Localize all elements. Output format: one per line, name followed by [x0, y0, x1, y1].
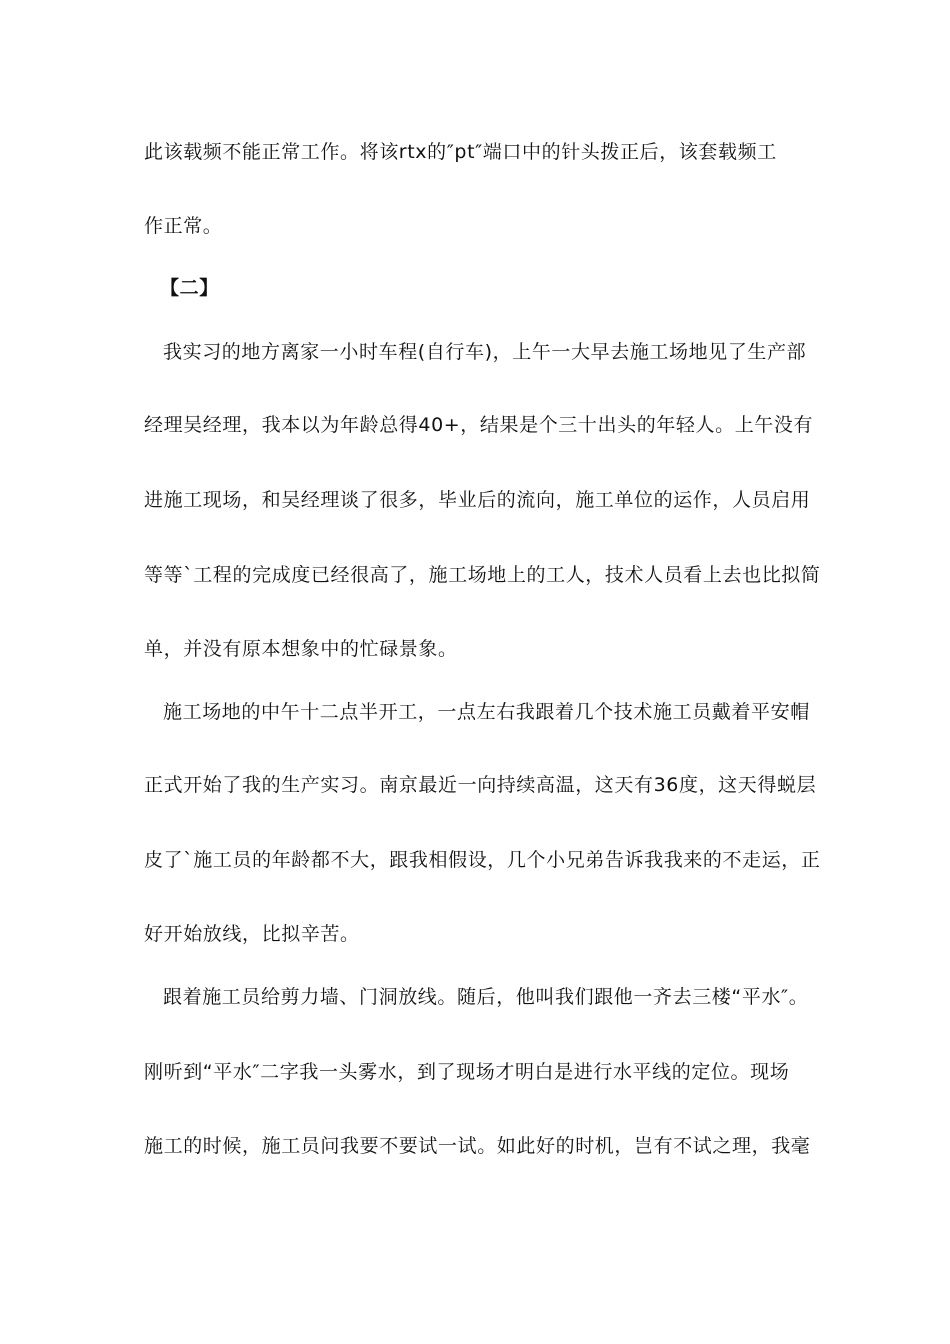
- text-line: 经理吴经理，我本以为年龄总得40+，结果是个三十出头的年轻人。上午没有: [144, 414, 814, 436]
- paragraph-first-line: 跟着施工员给剪力墙、门洞放线。随后，他叫我们跟他一齐去三楼“平水″。: [163, 986, 809, 1008]
- text-line: 此该载频不能正常工作。将该rtx的″pt″端口中的针头拨正后，该套载频工: [144, 141, 777, 163]
- text-line: 单，并没有原本想象中的忙碌景象。: [144, 638, 458, 660]
- text-line: 刚听到“平水″二字我一头雾水，到了现场才明白是进行水平线的定位。现场: [144, 1061, 790, 1083]
- text-line: 进施工现场，和吴经理谈了很多，毕业后的流向，施工单位的运作，人员启用: [144, 489, 811, 511]
- paragraph-first-line: 施工场地的中午十二点半开工，一点左右我跟着几个技术施工员戴着平安帽: [163, 701, 810, 723]
- text-line: 正式开始了我的生产实习。南京最近一向持续高温，这天有36度，这天得蜕层: [144, 774, 817, 796]
- section-heading: 【二】: [160, 277, 219, 299]
- text-line: 作正常。: [144, 215, 223, 237]
- text-line: 皮了`施工员的年龄都不大，跟我相假设，几个小兄弟告诉我我来的不走运，正: [144, 849, 821, 871]
- text-line: 等等`工程的完成度已经很高了，施工场地上的工人，技术人员看上去也比拟简: [144, 564, 821, 586]
- text-line: 好开始放线，比拟辛苦。: [144, 923, 360, 945]
- text-line: 施工的时候，施工员问我要不要试一试。如此好的时机，岂有不试之理，我毫: [144, 1135, 811, 1157]
- paragraph-first-line: 我实习的地方离家一小时车程(自行车)，上午一大早去施工场地见了生产部: [163, 341, 807, 363]
